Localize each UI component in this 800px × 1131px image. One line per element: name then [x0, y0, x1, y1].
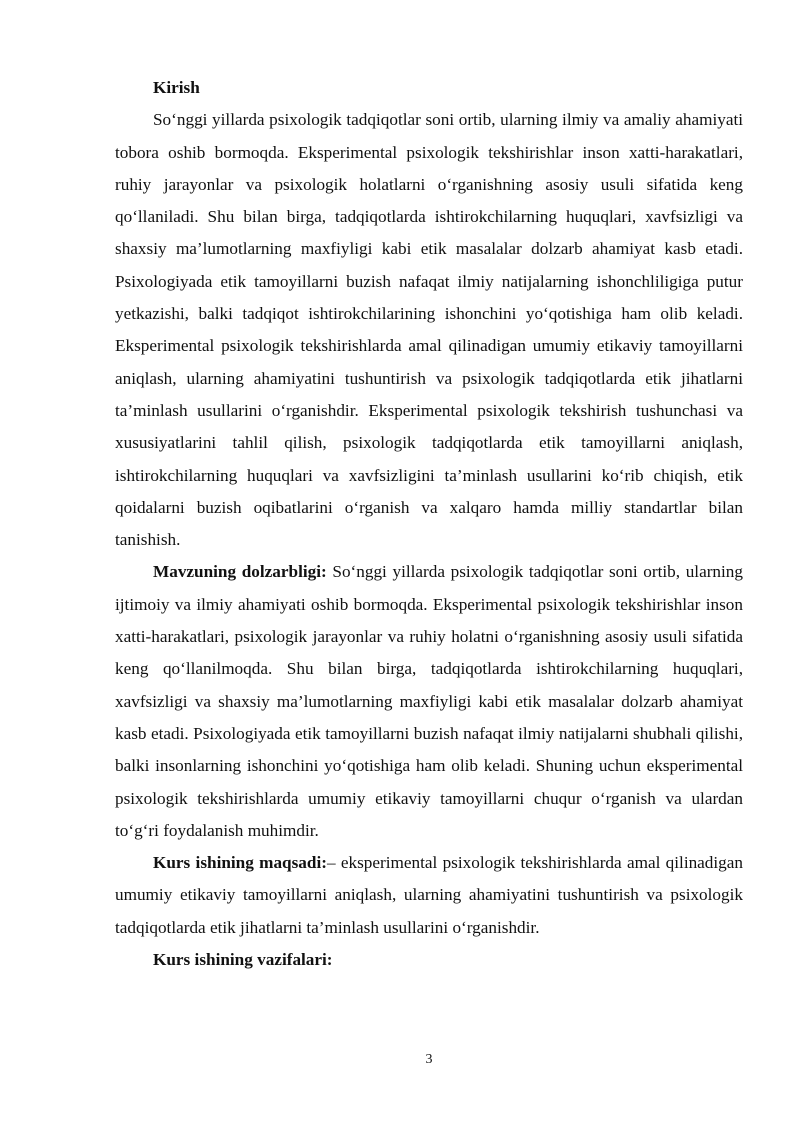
page-number: 3	[425, 1052, 433, 1067]
goal-paragraph	[115, 847, 743, 944]
relevance-label: Mavzuning dolzarbligi:	[153, 562, 327, 582]
intro-paragraph: So‘nggi yillarda psixologik tadqiqotlar soni ortib, ularning ilmiy va amaliy ahamiyati tobora oshib bormoqda. Eksperimental psixologik tekshirishlar inson xatti-harakatlari, ruhiy jarayonlar va psixologik holatlarni o‘rganishning asosiy usuli sifatida keng qo‘llaniladi. Shu bilan birga, tadqiqotlarda ishtirokchilarning huquqlari, xavfsizligi va shaxsiy ma’lumotlarning maxfiyligi kabi etik masalalar dolzarb ahamiyat kasb etadi. Psixologiyada etik tamoyillarni buzish nafaqat ilmiy natijalarning ishonchliligiga putur yetkazishi, balki tadqiqot ishtirokchilarining ishonchini yo‘qotishiga ham olib keladi. Eksperimental psixologik tekshirishlarda amal qilinadigan umumiy etikaviy tamoyillarni aniqlash, ularning ahamiyatini tushuntirish va psixologik tadqiqotlarda etik jihatlarni ta’minlash usullarini o‘rganishdir. Eksperimental psixologik tekshirish tushunchasi va xususiyatlarini tahlil qilish, psixologik tadqiqotlarda etik tamoyillarni aniqlash, ishtirokchilarning huquqlari va xavfsizligini ta’minlash usullarini ko‘rib chiqish, etik qoidalarni buzish oqibatlarini o‘rganish va xalqaro hamda milliy standartlar bilan tanishish.	[115, 110, 743, 550]
relevance-text: So‘nggi yillarda psixologik tadqiqotlar soni ortib, ularning ijtimoiy va ilmiy ahamiyati oshib bormoqda. Eksperimental psixologik tekshirishlar inson xatti-harakatlari, psixologik jarayonlar va ruhiy holatni o‘rganishning asosiy usuli sifatida keng qo‘llanilmoqda. Shu bilan birga, tadqiqotlarda ishtirokchilarning huquqlari, xavfsizligi va shaxsiy ma’lumotlarning maxfiyligi kabi etik masalalar dolzarb ahamiyat kasb etadi. Psixologiyada etik tamoyillarni buzish nafaqat ilmiy natijalarni shubhali qilishi, balki insonlarning ishonchini yo‘qotishiga ham olib keladi. Shuning uchun eksperimental psixologik tekshirishlarda umumiy etikaviy tamoyillarni chuqur o‘rganish va ulardan to‘g‘ri foydalanish muhimdir.	[115, 562, 743, 840]
section-heading: Kirish	[153, 78, 200, 97]
goal-text: – eksperimental psixologik tekshirishlarda amal qilinadigan umumiy etikaviy tamoyillarni aniqlash, ularning ahamiyatini tushuntirish va psixologik tadqiqotlarda etik jihatlarni ta’minlash usullarini o‘rganishdir.	[115, 853, 743, 937]
tasks-heading: Kurs ishining vazifalari:	[153, 950, 333, 970]
document-page	[115, 72, 743, 976]
relevance-paragraph	[115, 556, 743, 847]
goal-label: Kurs ishining maqsadi:	[153, 853, 327, 873]
